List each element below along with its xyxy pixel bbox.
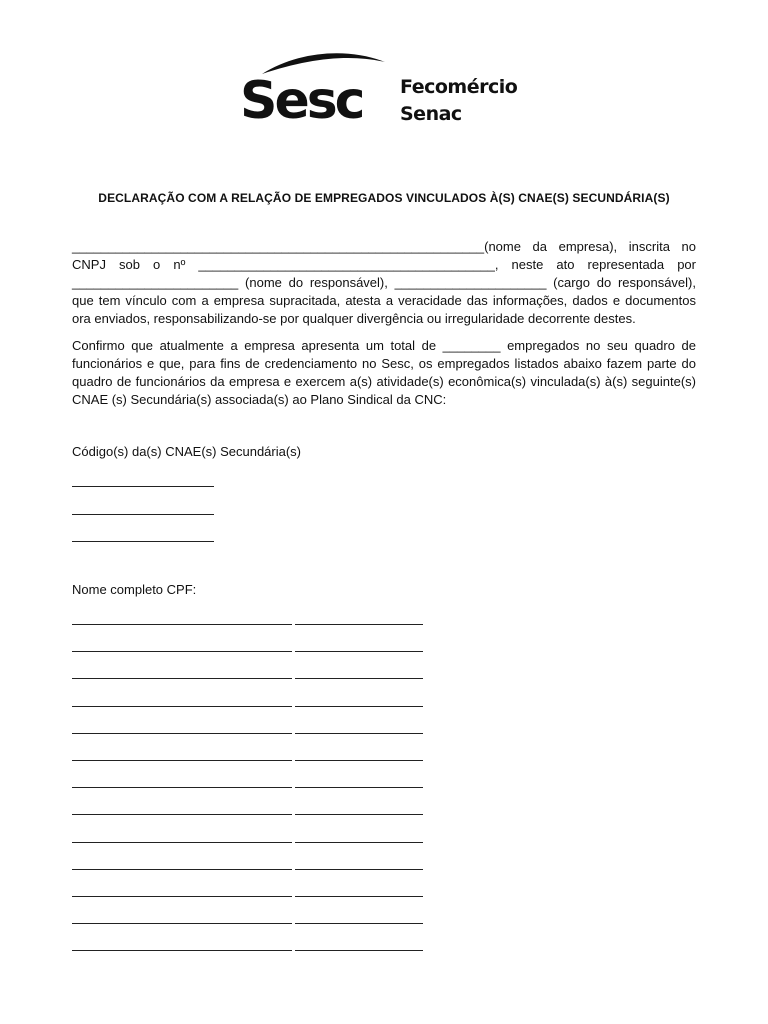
employee-cpf-line[interactable] [295, 733, 423, 734]
cnae-code-line[interactable] [72, 541, 214, 542]
cnae-code-line[interactable] [72, 514, 214, 515]
employee-cpf-line[interactable] [295, 923, 423, 924]
employee-cpf-line[interactable] [295, 678, 423, 679]
document-title: DECLARAÇÃO COM A RELAÇÃO DE EMPREGADOS VINCULADOS À(S) CNAE(S) SECUNDÁRIA(S) [98, 191, 670, 205]
declaration-paragraph: _________________________________________________________(nome da empresa), inscrita no CNPJ sob o nº _________________________________________, neste ato representada por _______________________ (nome do responsável), _____________________ (cargo do responsável), que tem vínculo com a empresa supracitada, atesta a veracidade das informações, dados e documentos ora enviados, responsabilizando-se por qualquer divergência ou irregularidade decorrente destes. [72, 239, 696, 326]
cnae-label: Código(s) da(s) CNAE(s) Secundária(s) [72, 444, 302, 459]
employee-name-line[interactable] [72, 651, 292, 652]
employee-cpf-line[interactable] [295, 950, 423, 951]
sesc-logo [240, 52, 540, 124]
employee-cpf-line[interactable] [295, 787, 423, 788]
employee-name-line[interactable] [72, 787, 292, 788]
document-header [240, 52, 540, 124]
employee-cpf-line[interactable] [295, 896, 423, 897]
employee-name-line[interactable] [72, 950, 292, 951]
cnae-code-line[interactable] [72, 486, 214, 487]
employee-cpf-line[interactable] [295, 842, 423, 843]
logo-fecomercio-text: Fecomércio [400, 76, 518, 98]
employee-name-line[interactable] [72, 706, 292, 707]
employee-cpf-line[interactable] [295, 706, 423, 707]
employee-name-line[interactable] [72, 760, 292, 761]
employee-cpf-line[interactable] [295, 624, 423, 625]
employee-name-line[interactable] [72, 814, 292, 815]
logo-main-text: Sesc [240, 71, 363, 124]
employee-name-line[interactable] [72, 896, 292, 897]
employee-cpf-line[interactable] [295, 814, 423, 815]
employee-name-line[interactable] [72, 733, 292, 734]
employee-name-line[interactable] [72, 923, 292, 924]
employee-name-line[interactable] [72, 869, 292, 870]
logo-senac-text: Senac [400, 103, 462, 124]
employee-name-line[interactable] [72, 624, 292, 625]
confirmation-paragraph: Confirmo que atualmente a empresa apresenta um total de ________ empregados no seu quadro de funcionários e que, para fins de credenciamento no Sesc, os empregados listados abaixo fazem parte do quadro de funcionários da empresa e exercem a(s) atividade(s) econômica(s) vinculada(s) à(s) seguinte(s) CNAE (s) Secundária(s) associada(s) ao Plano Sindical da CNC: [72, 338, 696, 407]
employee-cpf-line[interactable] [295, 869, 423, 870]
employee-cpf-line[interactable] [295, 760, 423, 761]
employee-name-line[interactable] [72, 678, 292, 679]
employees-label: Nome completo CPF: [72, 582, 197, 597]
employee-cpf-line[interactable] [295, 651, 423, 652]
employee-name-line[interactable] [72, 842, 292, 843]
